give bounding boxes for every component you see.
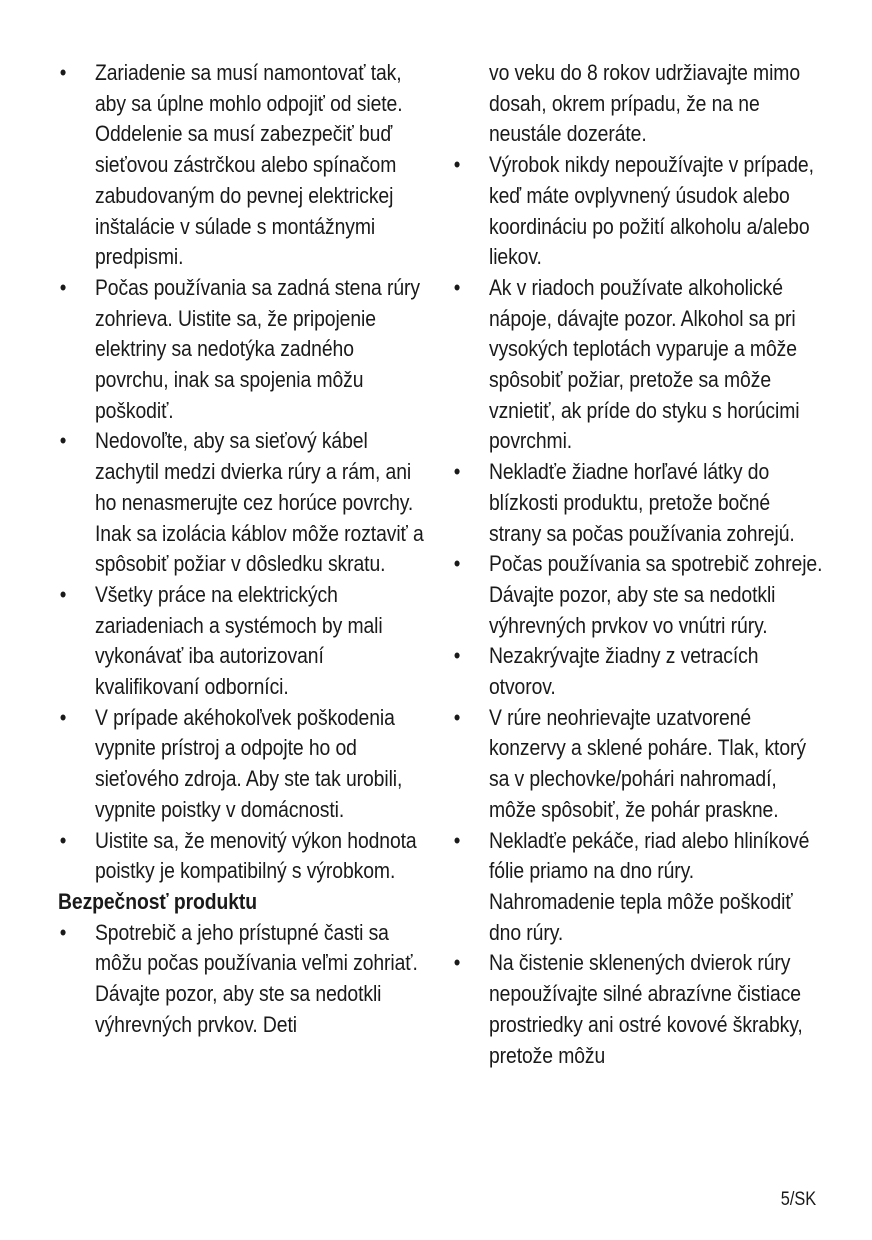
bullet-icon: • [453,704,461,730]
list-item-text: V rúre neohrievajte uzatvorené konzervy a sklené poháre. Tlak, ktorý sa v plechovke/pohári nahromadí, môže spôsobiť, že pohár praskne. [488,704,806,822]
bullet-icon: • [59,827,67,853]
bullet-icon: • [59,704,67,730]
bullet-icon: • [453,274,461,300]
list-item-text: Nekladťe pekáče, riad alebo hliníkové fólie priamo na dno rúry. Nahromadenie tepla môže poškodiť dno rúry. [488,827,810,945]
list-item [58,273,424,427]
list-item-text: Ak v riadoch používate alkoholické nápoje, dávajte pozor. Alkohol sa pri vysokých teplotách vyparuje a môže spôsobiť požiar, pretože sa môže vznietiť, ak príde do styku s horúcimi povrchmi. [488,274,800,454]
left-column [58,58,424,1041]
list-item [452,457,824,549]
list-item [452,826,824,949]
list-item [452,549,824,641]
list-item [58,426,424,580]
bullet-icon: • [453,551,461,577]
list-item-text: Počas používania sa zadná stena rúry zohrieva. Uistite sa, že pripojenie elektriny sa nedotýka zadného povrchu, inak sa spojenia môžu poškodiť. [94,274,420,423]
list-item-text: Zariadenie sa musí namontovať tak, aby sa úplne mohlo odpojiť od siete. Oddelenie sa musí zabezpečiť buď sieťovou zástrčkou alebo spínačom zabudovaným do pevnej elektrickej inštalácie v súlade s montážnymi predpismi. [94,60,403,270]
bullet-icon: • [453,152,461,178]
bullet-icon: • [453,643,461,669]
list-item-text: V prípade akéhokoľvek poškodenia vypnite prístroj a odpojte ho od sieťového zdroja. Aby ste tak urobili, vypnite poistky v domácnosti. [94,704,403,822]
list-item-text: Nekladťe žiadne horľavé látky do blízkosti produktu, pretože bočné strany sa počas používania zohrejú. [488,459,795,546]
right-column [452,58,824,1071]
list-item [452,150,824,273]
list-item-text: Všetky práce na elektrických zariadeniach a systémoch by mali vykonávať iba autorizovaní kvalifikovaní odborníci. [94,581,383,700]
list-item-text: Výrobok nikdy nepoužívajte v prípade, keď máte ovplyvnený úsudok alebo koordináciu po požití alkoholu a/alebo liekov. [488,152,814,270]
list-item [58,703,424,826]
list-item [58,580,424,703]
bullet-icon: • [59,581,67,607]
list-item-text: Nedovoľte, aby sa sieťový kábel zachytil medzi dvierka rúry a rám, ani ho nenasmerujte cez horúce povrchy. Inak sa izolácia káblov môže roztaviť a spôsobiť požiar v dôsledku skratu. [94,428,424,577]
list-item [452,703,824,826]
bullet-icon: • [453,459,461,485]
list-item [452,641,824,702]
list-item-text: Na čistenie sklenených dvierok rúry nepoužívajte silné abrazívne čistiace prostriedky ani ostré kovové škrabky, pretože môžu [488,950,803,1068]
list-item-text: Spotrebič a jeho prístupné časti sa môžu počas používania veľmi zohriať. Dávajte pozor, aby ste sa nedotkli výhrevných prvkov. Deti [94,919,418,1037]
bullet-icon: • [59,428,67,454]
bullet-icon: • [453,827,461,853]
list-item-text: Počas používania sa spotrebič zohreje. Dávajte pozor, aby ste sa nedotkli výhrevných prvkov vo vnútri rúry. [488,551,823,638]
list-item-text: Nezakrývajte žiadny z vetracích otvorov. [488,643,759,700]
list-item [452,948,824,1071]
list-item [58,58,424,273]
bullet-icon: • [59,274,67,300]
bullet-icon: • [59,60,67,85]
list-item [58,918,424,1041]
bullet-icon: • [59,919,67,945]
page-number: 5/SK [780,1189,816,1210]
section-heading: Bezpečnosť produktu [58,888,258,914]
list-item [452,273,824,457]
list-item-text: Uistite sa, že menovitý výkon hodnota poistky je kompatibilný s výrobkom. [94,827,417,884]
bullet-icon: • [453,950,461,976]
list-item [58,826,424,887]
continuation-text: vo veku do 8 rokov udržiavajte mimo dosah, okrem prípadu, že na ne neustále dozeráte. [488,60,801,147]
